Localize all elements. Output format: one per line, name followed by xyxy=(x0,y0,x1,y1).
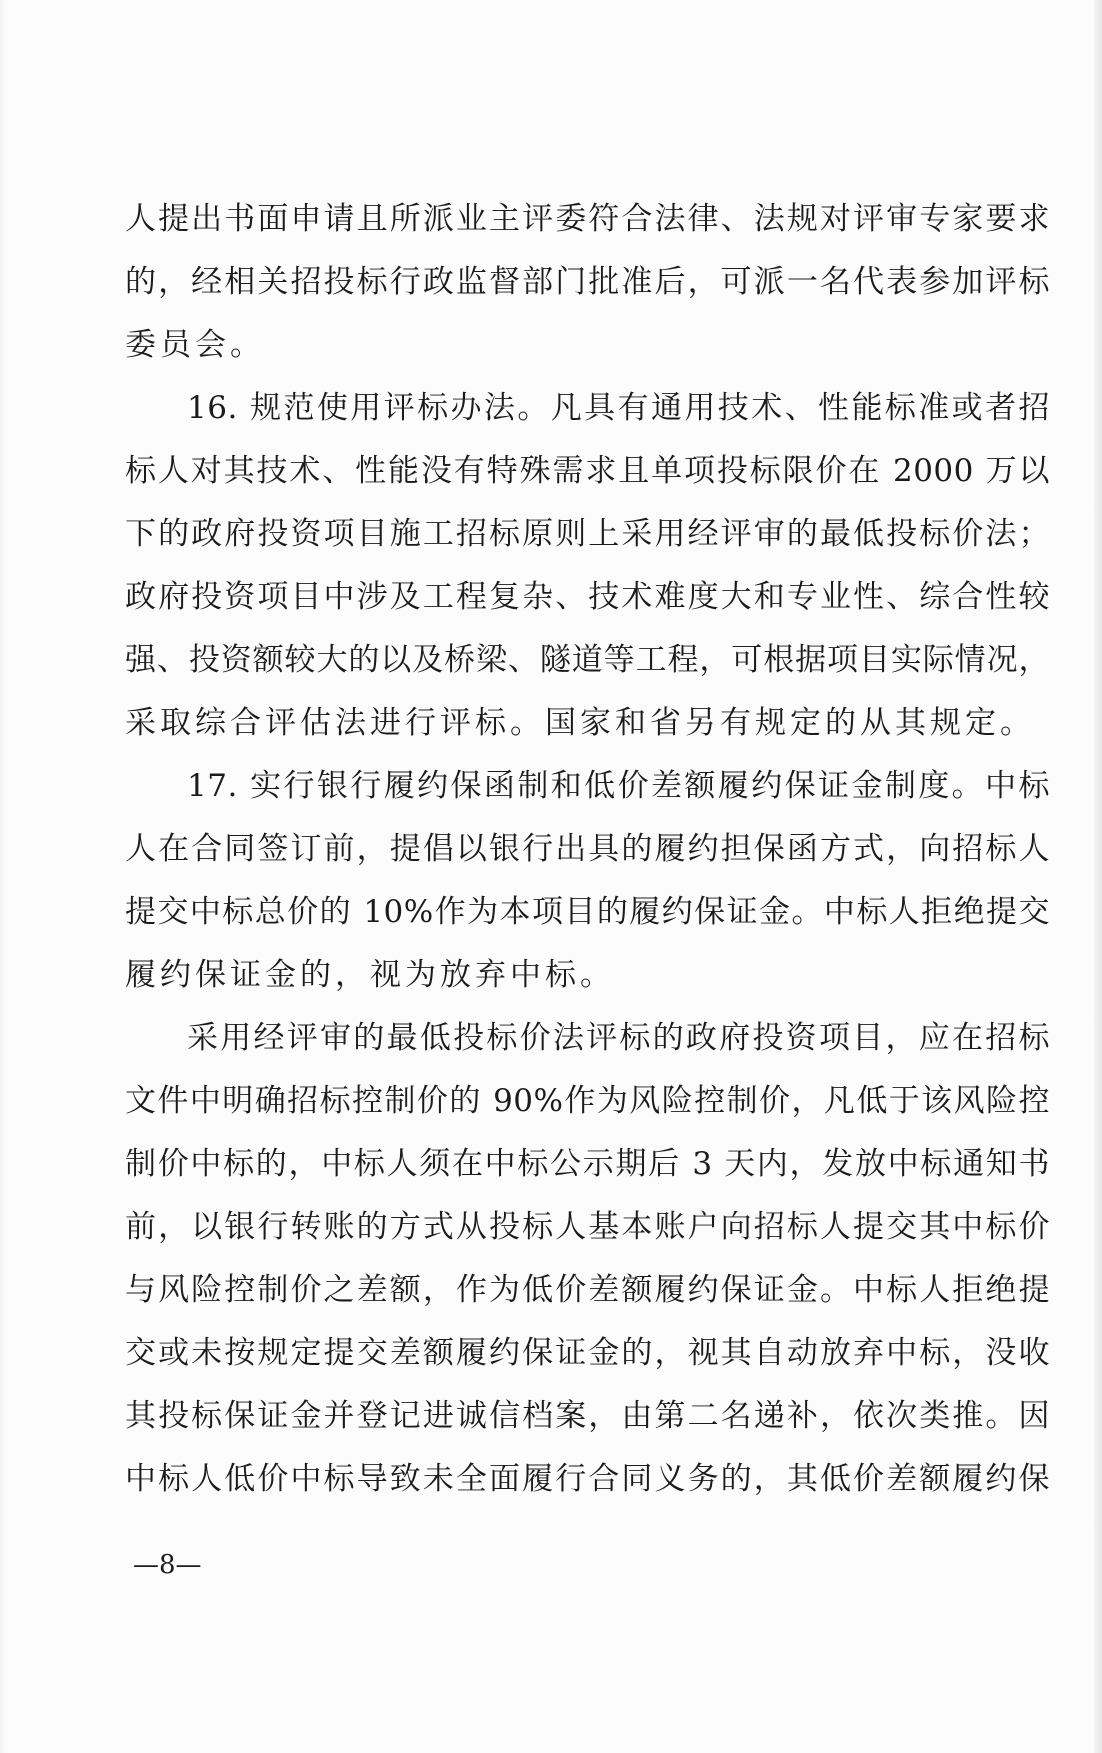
text-line-18: 与风险控制价之差额，作为低价差额履约保证金。中标人拒绝提 xyxy=(125,1272,1050,1308)
section-17-heading-line: 17. 实行银行履约保函制和低价差额履约保证金制度。中标 xyxy=(187,768,1050,804)
page-number: —8— xyxy=(133,1550,202,1580)
text-line-5: 标人对其技术、性能没有特殊需求且单项投标限价在 2000 万以 xyxy=(125,453,1050,489)
text-line-12: 提交中标总价的 10%作为本项目的履约保证金。中标人拒绝提交 xyxy=(125,894,1050,930)
text-line-15: 文件中明确招标控制价的 90%作为风险控制价，凡低于该风险控 xyxy=(125,1083,1050,1119)
text-line-16: 制价中标的，中标人须在中标公示期后 3 天内，发放中标通知书 xyxy=(125,1146,1050,1182)
text-line-7: 政府投资项目中涉及工程复杂、技术难度大和专业性、综合性较 xyxy=(125,579,1050,615)
text-line-17: 前，以银行转账的方式从投标人基本账户向招标人提交其中标价 xyxy=(125,1209,1050,1245)
text-line-20: 其投标保证金并登记进诚信档案，由第二名递补，依次类推。因 xyxy=(125,1398,1050,1434)
section-16-heading-line: 16. 规范使用评标办法。凡具有通用技术、性能标准或者招 xyxy=(187,390,1050,426)
paragraph-start-line: 采用经评审的最低投标价法评标的政府投资项目，应在招标 xyxy=(187,1020,1050,1056)
text-line-2: 的，经相关招投标行政监督部门批准后，可派一名代表参加评标 xyxy=(125,264,1050,300)
text-line-19: 交或未按规定提交差额履约保证金的，视其自动放弃中标，没收 xyxy=(125,1335,1050,1371)
text-line-8: 强、投资额较大的以及桥梁、隧道等工程，可根据项目实际情况， xyxy=(125,642,1050,678)
text-line-6: 下的政府投资项目施工招标原则上采用经评审的最低投标价法； xyxy=(125,516,1050,552)
text-line-9: 采取综合评估法进行评标。国家和省另有规定的从其规定。 xyxy=(125,705,1035,741)
text-line-13: 履约保证金的，视为放弃中标。 xyxy=(125,957,615,993)
text-line-11: 人在合同签订前，提倡以银行出具的履约担保函方式，向招标人 xyxy=(125,831,1050,867)
text-line-1: 人提出书面申请且所派业主评委符合法律、法规对评审专家要求 xyxy=(125,201,1050,237)
page-edge xyxy=(1094,0,1102,1753)
body-text xyxy=(125,188,1050,1511)
text-line-3: 委员会。 xyxy=(125,327,265,363)
text-line-21: 中标人低价中标导致未全面履行合同义务的，其低价差额履约保 xyxy=(125,1461,1050,1497)
